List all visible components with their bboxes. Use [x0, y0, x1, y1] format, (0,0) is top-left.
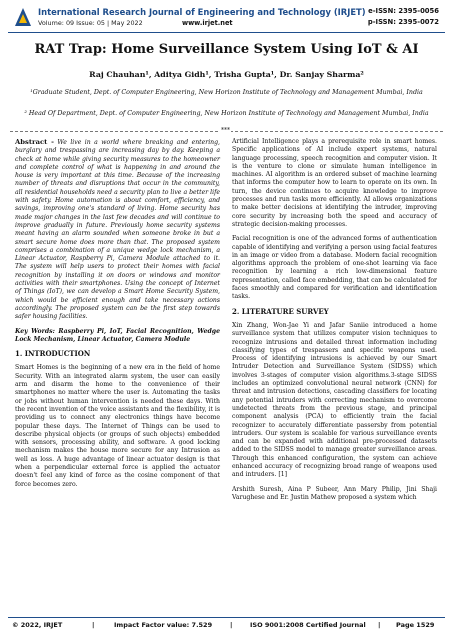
paper-title: RAT Trap: Home Surveillance System Using IoT & AI	[34, 42, 419, 57]
section-heading-introduction: 1. INTRODUCTION	[15, 349, 91, 359]
left-column	[15, 138, 220, 495]
separator-stars: ***	[221, 127, 230, 134]
header-divider	[8, 32, 445, 33]
section-heading-literature-survey: 2. LITERATURE SURVEY	[232, 306, 329, 316]
journal-header	[8, 6, 445, 28]
literature-paragraph-2: Arshith Suresh, Aina P Subeer, Ann Mary Philip, Jini Shaji Varughese and Er. Justin Mathew proposed a system which	[232, 485, 437, 501]
affiliation-1: ¹Graduate Student, Dept. of Computer Engineering, New Horizon Institute of Technology and Management Mumbai, India	[30, 89, 423, 96]
footer-copyright: © 2022, IRJET	[12, 621, 63, 629]
e-issn: e-ISSN: 2395-0056	[368, 7, 439, 15]
abstract	[15, 138, 220, 322]
footer-divider	[8, 617, 445, 618]
p-issn: p-ISSN: 2395-0072	[367, 18, 439, 26]
footer-iso: ISO 9001:2008 Certified Journal	[250, 621, 366, 629]
keywords: Key Words: Raspberry Pi, IoT, Facial Recognition, Wedge Lock Mechanism, Linear Actuator, Camera Module	[15, 327, 220, 343]
introduction-paragraph: Smart Homes is the beginning of a new era in the field of home Security. With an integrated alarm system, the user can easily arm and disarm the home to the convenience of their smartphones no matter where the user is. Automating the tasks or jobs without human intervention is needed these days. With the recent invention of the voice assistants and the flexibility, it is providing us to connect any electronics things have become popular these days. The Internet of Things can be used to describe physical objects (or groups of such objects) embedded with sensors, processing ability, and software. A good locking mechanism makes the house more secure for any Intrusion as well as loss. A huge advantage of linear actuator design is that when a perpendicular external force is applied the actuator doesn't feel any kind of force as the cosine component of that force becomes zero.	[15, 364, 220, 488]
abstract-label: Abstract -	[15, 138, 54, 146]
journal-volume: Volume: 09 Issue: 05 | May 2022	[38, 19, 143, 27]
ai-paragraph: Artificial Intelligence plays a prerequisite role in smart homes. Specific applications of AI include expert systems, natural language processing, speech recognition and computer vision. It is the venture to clone or simulate human intelligence in machines. AI algorithm is an ordered subset of machine learning that informs the computer how to learn to operate on its own. In turn, the device continues to acquire knowledge to improve processes and run tasks more efficiently. AI allows organizations to make better decisions at identifying the intruder, improving core security by increasing both the speed and accuracy of strategic decision-making processes.	[232, 138, 437, 228]
footer-impact-factor: Impact Factor value: 7.529	[114, 621, 213, 629]
facial-recognition-paragraph: Facial recognition is one of the advanced forms of authentication capable of identifying and verifying a person using facial features in an image or video from a database. Modern facial recognition algorithms approach the problem of one-shot learning via face recognition by learning a rich low-dimensional feature representation, called face embedding, that can be calculated for faces smoothly and compared for verification and identification tasks.	[232, 235, 437, 301]
irjet-logo-icon	[14, 7, 32, 27]
journal-name: International Research Journal of Engineering and Technology (IRJET)	[38, 7, 366, 17]
right-column	[232, 138, 437, 508]
footer-divider-3: |	[378, 621, 381, 629]
abstract-text: We live in a world where breaking and entering, burglary and trespassing are increasing day by day. Keeping a check at home while giving security measures to the homeowner and complete control of what is happening in and around the house is very important at this time. Because of the increasing number of threats and disruptions that occur in the community, all residential households need a security plan to live a better life with safety. Home automation is about comfort, efficiency, and savings, improving one's standard of living. Home security has made major changes in the last few decades and will continue to improve gradually in future. Previously home security systems meant having an alarm sounded when someone broke in but a smart secure home does more than that. The proposed system comprises a combination of a unique wedge lock mechanism, a Linear Actuator, Raspberry Pi, Camera Module attached to it. The system will help users to protect their homes with facial recognition by installing it on doors or windows and monitor activities with their smartphones. Using the concept of Internet of Things (IoT), we can develop a Smart Home Security System, which would be efficient enough and take necessary actions accordingly. The proposed system can be the first step towards safer housing facilities.	[15, 139, 221, 321]
footer-page-number: Page 1529	[396, 621, 435, 629]
affiliation-2: ² Head Of Department, Dept. of Computer Engineering, New Horizon Institute of Technology and Management Mumbai, India	[24, 110, 429, 117]
journal-website: www.irjet.net	[182, 19, 233, 27]
literature-paragraph-1: Xin Zhang, Won-Jae Yi and Jafar Saniie introduced a home surveillance system that utilizes computer vision techniques to recognize intrusions and detailed threat information including classifying types of trespassers and specific weapons used. Process of identifying intrusions is achieved by our Smart Intruder Detection and Surveillance System (SIDSS) which involves 3-stages of computer vision algorithms.3-stage SIDSS includes an optimized convolutional neural network (CNN) for threat and intrusion detections, cascading classifiers for locating any potential intruders with correcting mechanism to overcome undetected threats from the previous stage, and principal component analysis (PCA) to efficiently train the facial recognizer to accurately differentiate passersby from potential intruders. Our system is scalable for various surveillance events and can be expanded with additional pre-processed datasets added to the SIDSS model to manage greater surveillance areas. Through this enhanced configuration, the system can achieve enhanced accuracy of recognizing broad range of weapons used and intruders. [1]	[232, 321, 437, 479]
footer-divider-2: |	[230, 621, 233, 629]
footer-divider-1: |	[92, 621, 95, 629]
paper-authors: Raj Chauhan¹, Aditya Gidh¹, Trisha Gupta¹, Dr. Sanjay Sharma²	[89, 70, 364, 79]
